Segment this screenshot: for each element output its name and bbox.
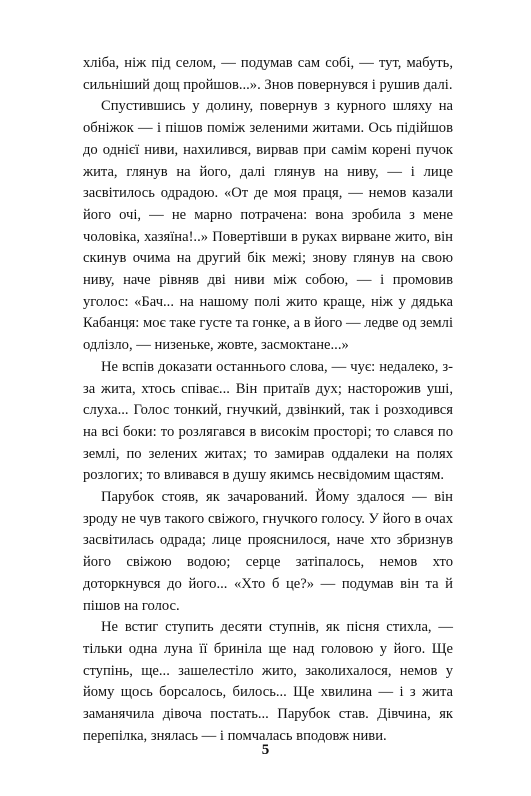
page-text [83,53,453,748]
paragraph-1: хліба, ніж під селом, — подумав сам собі, — тут, мабуть, сильніший дощ пройшов...». Знов повернувся і рушив далі. [83,55,453,93]
paragraph-4: Парубок стояв, як зачарований. Йому здалося — він зроду не чув такого свіжого, гнучкого голосу. У його в очах засвітилась одрада; лице прояснилося, наче хто збризнув його свіжою водою; серце затіпалось, немов хто доторкнувся до його... «Хто б це?» — подумав він та й пішов на голос. [83,489,453,614]
page-number: 5 [261,742,270,758]
paragraph-3: Не вспів доказати останнього слова, — чує: недалеко, з-за жита, хтось співає... Він притаїв дух; насторожив уші, слуха... Голос тонкий, гнучкий, дзвінкий, так і розходився на всі боки: то розлягався в високім просторі; то слався по землі, по зелених житах; то замирав оддалеки на полях розлогих; то вливався в душу якимсь несвідомим щастям. [83,358,453,484]
paragraph-5: Не встиг ступить десяти ступнів, як пісня стихла, — тільки одна луна її бриніла ще над головою у його. Ще ступінь, ще... зашелестіло жито, заколихалося, немов у йому щось борсалось, билось... Ще хвилина — і з жита заманячила дівоча постать... Парубок став. Дівчина, як перепілка, знялась — і помчалась вподовж ниви. [83,619,453,744]
paragraph-2: Спустившись у долину, повернув з курного шляху на обніжок — і пішов поміж зеленими житами. Ось підійшов до однієї ниви, нахилився, вирвав при самім корені пучок жита, глянув на його, далі глянув на ниву, — і лице засвітилось одрадою. «От де моя праця, — немов казали його очі, — не марно потрачена: вона зробила з мене чоловіка, хазяїна!..» Повертівши в руках вирване жито, він скинув очима на другий бік межі; знову глянув на свою ниву, наче рівняв дві ниви між собою, — і промовив уголос: «Бач... на нашому полі жито краще, ніж у дядька Кабанця: моє таке густе та гонке, а в його — ледве од землі одлізло, — низеньке, жовте, засмоктане...» [83,98,453,354]
